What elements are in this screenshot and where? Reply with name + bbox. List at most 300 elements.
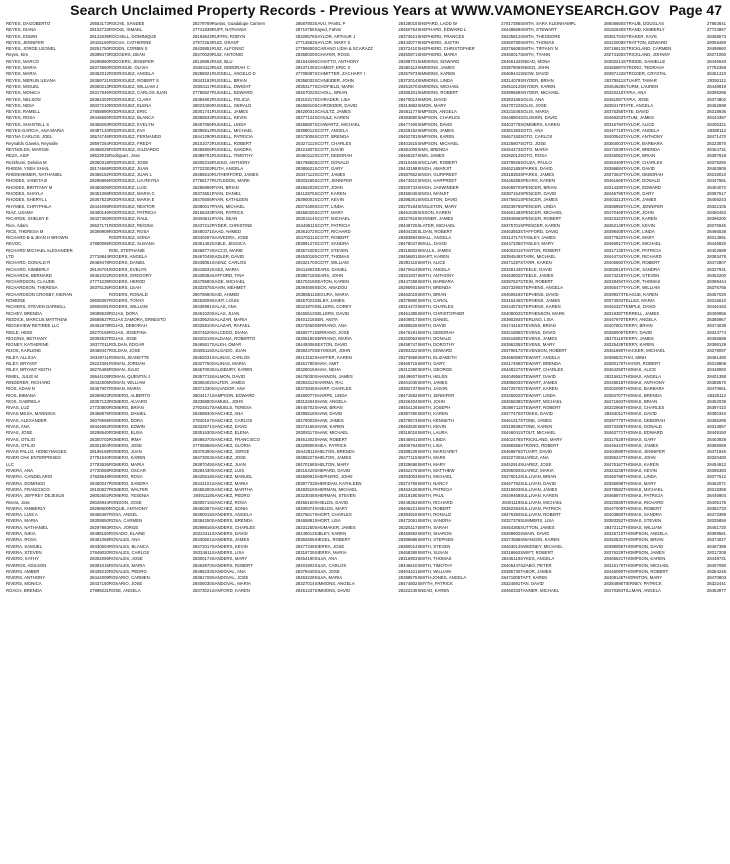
owner-name: SUMMERS, LISA (520, 518, 554, 524)
owner-name: REVOC (6, 241, 22, 247)
owner-name: TELLEZ, MARIA (623, 298, 655, 304)
property-id: 28315811 (604, 373, 624, 379)
owner-name: RODRIGUEZ, JUAN (108, 165, 149, 171)
property-id: 28322966 (604, 405, 624, 411)
property-id: 28399012 (295, 128, 315, 134)
property-id: 28398055 (604, 543, 624, 549)
owner-name: RODRIGUEZ, MARIA E (108, 197, 155, 203)
owner-name: ROQUE, ANTHONY (108, 505, 148, 511)
property-id: 28474416 (501, 323, 521, 329)
owner-name: SALAZAR, RAFAEL (211, 323, 251, 329)
owner-name: SCHAFER, ROSS (314, 52, 350, 58)
property-id: 28476350 (501, 512, 521, 518)
owner-name: STONE, JAMES (520, 417, 552, 423)
property-id: 28455838 (501, 398, 521, 404)
property-id: 28468876 (89, 411, 109, 417)
owner-name: REYES, NELSON (6, 96, 41, 102)
property-id: 28374027 (706, 537, 727, 543)
owner-name: SEATON, KAREN (314, 279, 350, 285)
property-id: 28372650 (295, 323, 315, 329)
property-id: 28406221 (398, 505, 418, 511)
owner-name: SNEED, JOHN (520, 65, 550, 71)
property-id: 28462327 (604, 304, 624, 310)
property-id: 28452039 (706, 398, 727, 404)
owner-name: STUART, TAMAR (623, 77, 657, 83)
property-id: 28397290 (398, 411, 418, 417)
owner-name: Reynalds Gavela, Reynalle (6, 140, 58, 146)
property-id: 28322411 (192, 531, 212, 537)
property-id: 28462019 (398, 291, 418, 297)
property-id: 28298600 (89, 505, 109, 511)
owner-name: SMITH, ELIZABETH (417, 354, 457, 360)
property-id: 28390001 (295, 197, 315, 203)
owner-name: REYES, SHANTELL S (6, 121, 50, 127)
owner-name: THOMAS, MARY (623, 480, 657, 486)
property-id: 28446640 (706, 58, 727, 64)
owner-name: TAYLOR, DEBORAH (623, 172, 664, 178)
property-id: 28444652 (89, 424, 109, 429)
owner-name: RIVAS PALLO, HONEYMAGES (6, 449, 67, 455)
property-id: 28384003 (604, 140, 624, 146)
owner-name: THOMAS, JENNIFER (623, 449, 665, 455)
owner-name: SMITH, SARAH (417, 524, 448, 530)
owner-name: RODRIGUEZ, CARLOS JUAN (108, 90, 168, 96)
property-id: 28390284 (501, 316, 521, 322)
property-id: 28444098 (89, 203, 109, 209)
owner-name: TILLMAN, ANGELA (623, 587, 661, 593)
property-id: 28223381 (89, 361, 109, 367)
owner-name: SMITH, DAVID (417, 323, 447, 329)
owner-name: RUSSELL, PATRICIA (211, 134, 253, 140)
owner-name: RIVAS, OTILIO (6, 436, 36, 442)
owner-name: RODRIGUEZ, RAUL (108, 216, 149, 222)
property-id: 28395601 (398, 285, 418, 291)
property-id: 28376012 (501, 474, 521, 480)
owner-name: REYES, EDWIN (6, 33, 38, 39)
property-id: 27708087 (295, 71, 315, 77)
owner-name: RHODES, BRITTANY M (6, 184, 53, 190)
owner-name: SAINT, LOUIS (211, 298, 240, 304)
property-id: 28407801 (604, 323, 624, 329)
property-id: 28450148 (501, 209, 521, 215)
owner-name: SEARS, DANIEL (314, 266, 348, 272)
property-id: 28449150 (706, 430, 727, 436)
owner-name: SINCLAIR, ROBERT (417, 159, 458, 165)
property-id: 28324774 (706, 329, 727, 335)
owner-name: ROSALES, JOSE (108, 556, 143, 562)
property-id: 28326404 (398, 398, 418, 404)
property-id: 28458029 (89, 146, 109, 152)
property-id: 28451310 (706, 71, 727, 77)
property-id: 28472051 (398, 518, 418, 524)
owner-name: SMITH, BRIAN (417, 291, 447, 297)
property-id: 28487134 (89, 128, 109, 134)
property-id: 28398261 (398, 197, 418, 203)
owner-name: SMITH, THEODORE (520, 33, 561, 39)
owner-name: RODRIGUEZ, FERNANDO (108, 134, 162, 140)
property-id: 28322249 (398, 587, 418, 593)
owner-name: SHORT, CHARLES (314, 512, 352, 518)
property-id: 28383894 (398, 235, 418, 241)
property-id: 28498150 (89, 531, 109, 537)
owner-name: REYES-GARCIA, ANA MARIA (6, 128, 65, 134)
owner-name: THOMAS, SANDRA (623, 512, 662, 518)
owner-name: SANDOVAL, ANA (211, 568, 246, 574)
owner-name: STEPHENS, DAVID (520, 291, 559, 297)
owner-name: SCOTT, LINDA (314, 203, 344, 209)
owner-name: TERRELL, JAMES (623, 310, 660, 316)
owner-name: SHORT, LISA (314, 518, 341, 524)
owner-name: RICHARDS, BERNARD (6, 272, 52, 278)
property-id: 28376765 (706, 285, 727, 291)
owner-name: TAYLOR, THOMAS (623, 279, 661, 285)
owner-name: ROMONE (6, 298, 26, 304)
owner-name: SWAIN, DAVID (520, 531, 550, 537)
property-id: 28452914 (501, 461, 521, 467)
owner-name: RIVERA, DOMINGO (6, 480, 46, 486)
property-id: 28448659 (501, 27, 521, 33)
owner-name: SPENCER, DAVID (520, 191, 557, 197)
property-id: 28490146 (89, 209, 109, 215)
record-column (520, 21, 623, 862)
owner-name: STANLEY, JAMES (520, 235, 556, 241)
owner-name: SMITH, KAREN (417, 411, 448, 417)
property-id: 28404956 (501, 373, 521, 379)
property-id: 28402478 (501, 436, 521, 442)
property-id: 28476191 (398, 329, 418, 335)
owner-name: THOMAS, ANGELA (623, 373, 662, 379)
owner-name: RICE, THERESA M (6, 228, 44, 234)
owner-name: TEMPLE, DAVID (623, 304, 656, 310)
owner-name: STAFFORD, DAVID (520, 228, 559, 234)
record-row (623, 588, 726, 594)
owner-name: RUSSELL, TIMOTHY (211, 153, 253, 159)
property-id: 27858890 (89, 109, 109, 115)
property-id: 28276465 (89, 367, 109, 373)
owner-name: STEWART, KAREN (520, 386, 558, 392)
owner-name: TIERNEY, PATRICK (623, 581, 662, 587)
property-id: 28401216 (295, 316, 315, 322)
owner-name: STEWART, CHARLES (520, 367, 564, 373)
property-id: 28326052 (604, 153, 624, 159)
property-id: 28372410 (398, 46, 418, 52)
owner-name: SAMUELS, TERESA (211, 405, 252, 411)
owner-name: SHAW, ANGELA (314, 398, 347, 404)
property-id: 28316610 (706, 298, 727, 304)
property-id: 28399374 (604, 291, 624, 297)
property-id: 28371060 (706, 52, 727, 58)
property-id: 28399286 (706, 90, 727, 96)
property-id: 28360213 (89, 83, 109, 89)
owner-name: SISSON, KAREN (417, 209, 451, 215)
owner-name: SMITH, DOROTHY (417, 342, 455, 348)
property-id: 28316794 (604, 121, 624, 127)
owner-name: SMITH, ANGELA (417, 266, 451, 272)
owner-name: SAAVEDRA, JOSE (211, 235, 249, 241)
owner-name: RUSSELL, ANGELO D (211, 71, 256, 77)
owner-name: SMITH, KEVIN (417, 424, 447, 429)
owner-name: RIDGEVIEW RETIREE LLC (6, 323, 60, 329)
owner-name: THOMPSON, JAMES (623, 549, 665, 555)
owner-name: RODRIGUEZ, CLARA (108, 96, 152, 102)
property-id: 28465059 (501, 354, 521, 360)
property-id: 28380014 (398, 543, 418, 549)
owner-name: ROGERS, ANGELA (108, 253, 148, 259)
property-id: 28397627 (501, 279, 521, 285)
owner-name: SPRINGER, KAREN (520, 222, 560, 228)
owner-name: SMITH, THOMAS (520, 39, 555, 45)
owner-name: SILVA, CARLOS (314, 562, 347, 568)
owner-name: TAYLOR, PATRICIA (623, 247, 662, 253)
record-row (315, 588, 418, 594)
property-id: 28385967 (706, 316, 727, 322)
owner-name: SPARKS, JAMES (520, 172, 555, 178)
property-id: 28384802 (192, 96, 212, 102)
owner-name: SMITH, JENNIFER (417, 392, 455, 398)
owner-name: SCHIATTO, ANTHONY (314, 58, 360, 64)
property-id: 28475167 (604, 461, 624, 467)
owner-name: SMITH, DEBORAH (417, 329, 455, 335)
owner-name: RODRIGUEZ, REGINA (108, 222, 154, 228)
property-id: 28408146 (604, 575, 624, 581)
property-id: 28477349 (295, 543, 315, 549)
owner-name: ROMERO, WALTER (108, 486, 149, 492)
property-id: 28467792 (501, 480, 521, 486)
property-id: 28379250 (706, 159, 727, 165)
owner-name: THOMAS, LINDA (623, 474, 657, 480)
property-id: 28452031 (192, 354, 212, 360)
property-id: 28420218 (192, 335, 212, 341)
property-id: 28378097 (706, 348, 727, 354)
owner-name: THOMPSON, ROBERT (623, 568, 669, 574)
property-id: 28473218 (604, 272, 624, 278)
owner-name: Ruelas, Guadalupe Carmen (211, 21, 265, 26)
owner-name: SOLIS, MARIA (520, 109, 549, 115)
owner-name: SIERRA, JOSE (314, 543, 345, 549)
property-id: 28458160 (295, 499, 315, 505)
property-id: 28448363 (398, 499, 418, 505)
owner-name: SACCO, MARIE (211, 247, 243, 253)
owner-name: SPARKS, DAVID (520, 165, 553, 171)
owner-name: SOTO, JOSE (520, 140, 547, 146)
property-id: 28491118 (193, 493, 212, 499)
property-id: 28387154 (501, 191, 521, 197)
owner-name: RICARDE, SHELBY E (6, 216, 49, 222)
property-id: 28399658 (501, 90, 521, 96)
owner-name: SULLIVAN, KAREN (520, 493, 558, 499)
record-row (417, 588, 520, 594)
property-id: 28301804 (89, 442, 109, 448)
property-id: 28288821 (192, 71, 212, 77)
property-id: 27849020 (89, 549, 109, 555)
owner-name: RICHEY, BRENDA (6, 310, 42, 316)
owner-name: SMITH, STEWART (520, 27, 557, 33)
owner-name: SNEAD, MONA (520, 58, 551, 64)
owner-name: TAYLOR, ALICE (623, 121, 655, 127)
property-id: 28373637 (604, 172, 624, 178)
property-id: 28058480 (706, 39, 727, 45)
owner-name: SLATER, MICHAEL (417, 222, 456, 228)
owner-name: RUSSELL, FELICIA (211, 96, 250, 102)
property-id: 28454365 (501, 524, 521, 530)
property-id: 28384117 (192, 83, 212, 89)
property-id: 28471805 (501, 575, 521, 581)
property-id: 28474038 (706, 323, 727, 329)
property-id: 28405176 (706, 499, 727, 505)
owner-name: SMITH, TIMOTHY (417, 562, 453, 568)
property-id: 28102733 (89, 27, 109, 33)
property-id: 28397410 (706, 405, 727, 411)
property-id: 28400201 (501, 247, 521, 253)
owner-name: RIVERA, CANDELARIO (6, 474, 53, 480)
property-id: 28450333 (501, 587, 521, 593)
owner-name: SMITH, STEVEN (417, 543, 451, 549)
owner-name: SMITH, SARA KLEINHAMPL (520, 21, 576, 26)
property-id: 28399902 (501, 531, 521, 537)
owner-name: SCOTT, ROBERT (314, 235, 349, 241)
owner-name: SANDERS, BRENDA (211, 518, 253, 524)
owner-name: ROMAN, QUENTIN J (108, 373, 150, 379)
owner-name: STEVENS, JAMES (520, 335, 558, 341)
property-id: 28329152 (398, 128, 418, 134)
property-id: 28392012 (501, 153, 521, 159)
owner-name: RYAN, MICHAEL (211, 203, 245, 209)
owner-name: SPENCER, BRIAN (520, 184, 557, 190)
property-id: 28379440 (295, 568, 315, 574)
owner-name: SIMS, BRENDA (417, 146, 449, 152)
owner-name: RIVERA, MARIA (6, 518, 38, 524)
property-id: 28425618 (192, 474, 212, 480)
owner-name: SANCHEZ, CARLOS (211, 417, 253, 423)
owner-name: SCHMIDT, ERIC S (314, 65, 351, 71)
property-id: 28358032 (295, 77, 315, 83)
owner-name: SMALLS, JAMES (417, 247, 452, 253)
property-id: 28451022 (89, 272, 109, 278)
owner-name: RIVERA, SAMUEL (6, 543, 43, 549)
property-id: 28399444 (706, 279, 727, 285)
property-id: 28470211 (295, 235, 315, 241)
owner-name: SIMON, DAVID (417, 96, 447, 102)
property-id: 28360318 (89, 159, 109, 165)
property-id: 28460077 (295, 392, 315, 398)
property-id: 28288701 (398, 58, 418, 64)
property-id: 28382214 (604, 58, 624, 64)
owner-name: THOMAS, PATRICIA (623, 493, 664, 499)
property-id: 28449468 (501, 493, 521, 499)
property-id: 28470364 (604, 587, 624, 593)
property-id: 28367523 (89, 197, 109, 203)
property-id: 28324611 (192, 549, 212, 555)
owner-name: ROJAS, JOSE (108, 335, 137, 341)
property-id: 28327112 (295, 140, 315, 146)
owner-name: SCOTT, STEVEN (314, 247, 349, 253)
property-id: 28463870 (192, 562, 212, 568)
property-id: 28448060 (706, 367, 727, 373)
owner-name: STARK, MICHAEL (520, 253, 556, 259)
owner-name: SALDANA, ROBERTO (211, 335, 256, 341)
owner-name: ROSALES, BLANCA (108, 543, 149, 549)
property-id: 28367220 (295, 247, 315, 253)
owner-name: RUSSO, ANTHONY (211, 159, 251, 165)
property-id: 28455134 (501, 58, 521, 64)
property-id: 28023406 (192, 102, 212, 108)
property-id: 28451012 (501, 83, 521, 89)
property-id: 28308117 (295, 430, 315, 436)
owner-name: STEWART, ROBERT (520, 405, 561, 411)
property-id: 27723867 (706, 27, 727, 33)
owner-name: RODEN, CORBIN S (108, 46, 148, 52)
property-id: 28357123 (89, 398, 109, 404)
owner-name: SMYTH, PATRICK (417, 581, 453, 587)
property-id: 28379573 (398, 417, 418, 423)
owner-name: SEARS, JOHN (314, 272, 344, 278)
property-id: 28314079 (501, 77, 521, 83)
owner-name: SHEPHERD, JUSTIN (417, 39, 459, 45)
owner-name: SCOTT, CHARLES (314, 140, 352, 146)
property-id: 28451385 (398, 310, 418, 316)
property-id: 28382733 (706, 505, 727, 511)
owner-name: SILVA, MARIA (314, 575, 343, 581)
property-id: 28318936 (706, 109, 727, 115)
record-column (315, 21, 418, 862)
property-id: 28472017 (192, 543, 212, 549)
property-id: 28420031 (295, 109, 315, 115)
property-id: 28470624 (398, 266, 418, 272)
owner-name: SCOTT, GARY (314, 165, 344, 171)
owner-name: RIDLE, HEIDI (6, 329, 33, 335)
owner-name: ROMERO, IRMA (108, 436, 142, 442)
property-id: 28396884 (604, 165, 624, 171)
property-id: 28305190 (295, 335, 315, 341)
property-id: 28454190 (295, 556, 315, 562)
property-id: 28459293 (89, 121, 109, 127)
property-id: 28467056 (192, 121, 212, 127)
property-id: 28445941 (398, 436, 418, 442)
owner-name: ROMERO, YESENIA (108, 493, 150, 499)
owner-name: RIVER OAK ENTERPRISES (6, 455, 61, 461)
property-id: 28402095 (604, 386, 624, 392)
owner-name: RIOS, ADAN N (6, 386, 35, 392)
owner-name: RUSSELL, DWIGHT (211, 83, 252, 89)
property-id: 28448919 (706, 83, 727, 89)
owner-name: SMITH, SANDRA (417, 518, 452, 524)
owner-name: RHODES, SHERYL L (6, 197, 48, 203)
property-id: 28422008 (604, 39, 624, 45)
owner-name: SCHOFIELD, MARK (314, 83, 354, 89)
owner-name: SANDERS, CHARLES (211, 524, 256, 530)
property-id: 28447258 (398, 279, 418, 285)
property-id: 28397733 (295, 480, 315, 486)
owner-name: RIVERA, NATHANIEL (6, 524, 49, 530)
owner-name: RUSSELL, LINDA (211, 121, 247, 127)
property-id: 28396335 (501, 342, 521, 348)
property-id: 28445119 (501, 556, 521, 562)
property-id: 28322730 (501, 455, 521, 461)
owner-name: SAFFORD, TINA (211, 272, 245, 278)
property-id: 28450592 (398, 531, 418, 537)
owner-name: ROCHE, SANDEE (108, 21, 145, 26)
owner-name: RIVERA, ANA (6, 468, 33, 474)
owner-name: SMITH, MARGARET (417, 449, 458, 455)
property-id: 28310217 (295, 96, 315, 102)
owner-name: RODRIGUEZ, ROSA (108, 228, 150, 234)
property-id: 28455300 (192, 486, 212, 492)
property-id: 28466917 (604, 241, 624, 247)
property-id: 28449306 (295, 342, 315, 348)
owner-name: ROLDAN, EDGAR (108, 342, 145, 348)
owner-name: SMITH, SHARON (417, 531, 452, 537)
property-id: 28482519 (295, 486, 315, 492)
